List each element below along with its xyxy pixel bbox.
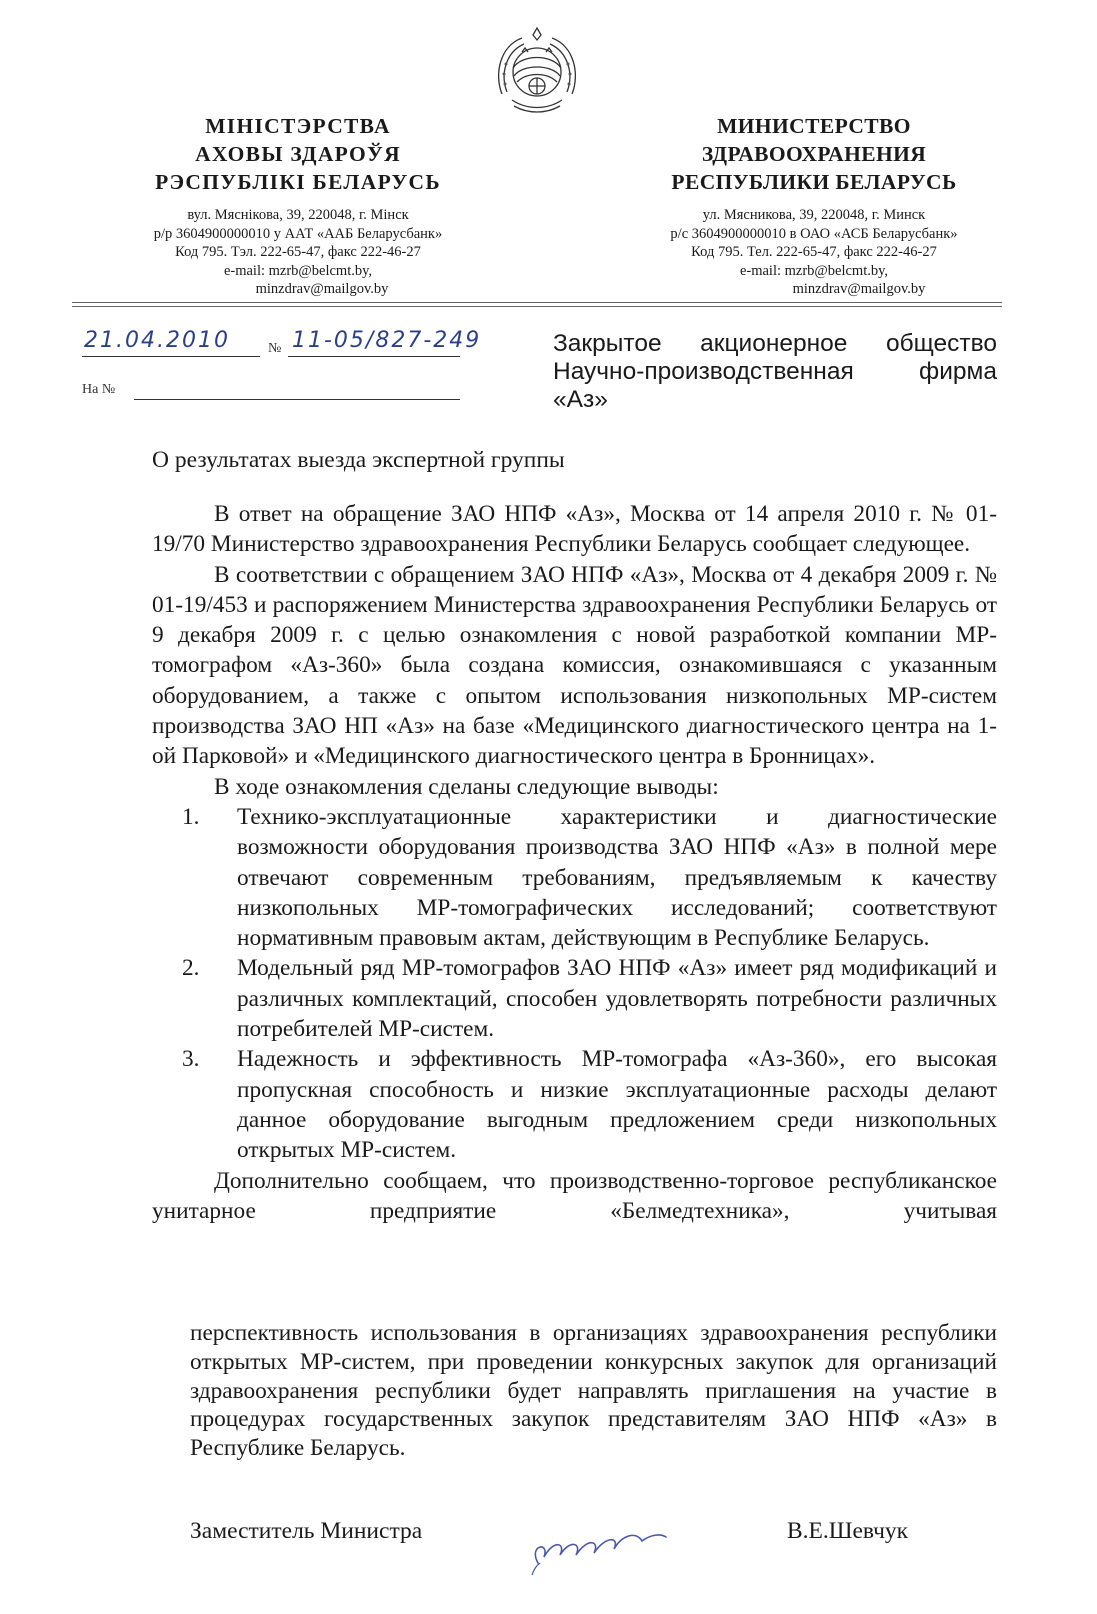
handwritten-signature	[510, 1505, 680, 1585]
number-line	[288, 356, 460, 357]
paragraph-4-continuation: перспективность использования в организациях здравоохранения республики открытых МР-систем, при проведении конкурсных закупок для организаций здравоохранения республики будет направлять приглашения на участие в процедурах государственных закупок представителям ЗАО НПФ «Аз» в Республике Беларусь.	[190, 1320, 997, 1462]
ministry-address-be: вул. Мяснікова, 39, 220048, г. Мінск р/р 3604900000010 у ААТ «ААБ Беларусбанк» Код 795. Тэл. 222-65-47, факс 222-46-27 e-mail: mzrb@belcmt.by, minzdrav@mailgov.by	[153, 207, 443, 297]
header-russian	[598, 112, 1030, 299]
signatory-position: Заместитель Министра	[190, 1518, 423, 1544]
paragraph-1: В ответ на обращение ЗАО НПФ «Аз», Москва от 14 апреля 2010 г. № 01-19/70 Министерство здравоохранения Республики Беларусь сообщает следующее.	[152, 501, 997, 558]
header-belarusian	[82, 112, 514, 299]
addressee-block: Закрытое акционерное общество Научно-производственная фирма «Аз»	[553, 330, 997, 413]
outgoing-number: 11-05/827-249	[292, 328, 482, 353]
ministry-address-ru: ул. Мясникова, 39, 220048, г. Минск р/с 3604900000010 в ОАО «АСБ Беларусбанк» Код 795. Тел. 222-65-47, факс 222-46-27 e-mail: mzrb@belcmt.by, minzdrav@mailgov.by	[670, 207, 958, 297]
ministry-name-ru: МИНИСТЕРСТВО ЗДРАВООХРАНЕНИЯ РЕСПУБЛИКИ БЕЛАРУСЬ	[671, 114, 957, 194]
list-item: 1. Технико-эксплуатационные характеристики и диагностические возможности оборудования производства ЗАО НПФ «Аз» в полной мере отвечают современным требованиям, предъявляемым к качеству низкопольных МР-томографических исследований; соответствуют нормативным правовым актам, действующим в Республике Беларусь.	[182, 803, 997, 952]
letter-subject: О результатах выезда экспертной группы	[152, 447, 565, 473]
ministry-name-be: МІНІСТЭРСТВА АХОВЫ ЗДАРОЎЯ РЭСПУБЛІКІ БЕЛАРУСЬ	[155, 114, 441, 194]
list-item: 2. Модельный ряд МР-томографов ЗАО НПФ «Аз» имеет ряд модификаций и различных комплектаций, способен удовлетворять потребности различных потребителей МР-систем.	[182, 955, 997, 1043]
paragraph-3: В ходе ознакомления сделаны следующие выводы:	[214, 773, 719, 800]
paragraph-4-start: Дополнительно сообщаем, что производственно-торговое республиканское унитарное предприятие «Белмедтехника», учитывая	[152, 1167, 997, 1224]
header-divider-bottom	[72, 306, 1002, 307]
letter-body	[152, 499, 997, 1226]
reply-to-line	[134, 399, 460, 400]
number-label: №	[268, 341, 282, 356]
reply-to-label: На №	[82, 382, 116, 397]
conclusions-list	[152, 802, 997, 1166]
date-line	[82, 356, 260, 357]
list-item: 3. Надежность и эффективность МР-томографа «Аз-360», его высокая пропускная способность и низкие эксплуатационные расходы делают данное оборудование выгодным предложением среди низкопольных открытых МР-систем.	[182, 1046, 997, 1164]
state-emblem	[492, 24, 582, 116]
header-divider-top	[72, 302, 1002, 303]
outgoing-date: 21.04.2010	[84, 328, 230, 353]
signatory-name: В.Е.Шевчук	[787, 1518, 909, 1544]
paragraph-2: В соответствии с обращением ЗАО НПФ «Аз», Москва от 4 декабря 2009 г. № 01-19/453 и распоряжением Министерства здравоохранения Республики Беларусь от 9 декабря 2009 г. с целью ознакомления с новой разработкой компании МР-томографом «Аз-360» была создана комиссия, ознакомившаяся с указанным оборудованием, а также с опытом использования низкопольных МР-систем производства ЗАО НП «Аз» на базе «Медицинского диагностического центра на 1-ой Парковой» и «Медицинского диагностического центра в Бронницах».	[152, 561, 997, 770]
